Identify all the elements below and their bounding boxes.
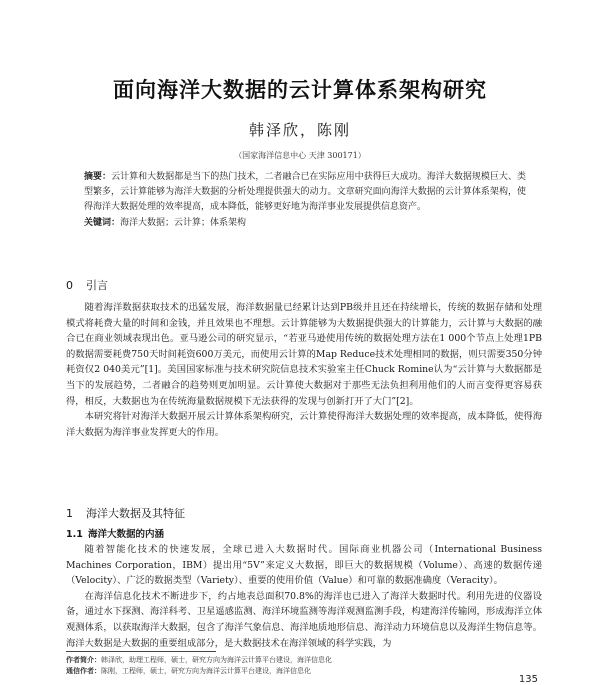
section-heading-1 <box>66 505 185 521</box>
subsection-title: 海洋大数据的内涵 <box>88 529 165 540</box>
subsection-number: 1.1 <box>66 529 83 540</box>
keywords-text: 海洋大数据；云计算；体系架构 <box>120 218 247 228</box>
paper-affiliation: （国家海洋信息中心 天津 300171） <box>234 151 366 160</box>
section-1-1-paragraph-1: 随着智能化技术的快速发展，全球已进入大数据时代。国际商业机器公司（International Business Machines Corporation，IBM）提出用“5V”来定义大数据，即巨大的数据规模（Volume）、高速的数据传递（Velocity）、广泛的数据类型（Variety）、重要的使用价值（Value）和可靠的数据准确度（Veracity）。 <box>66 544 542 587</box>
paper-title: 面向海洋大数据的云计算体系架构研究 <box>113 78 487 102</box>
page-number: 135 <box>518 674 538 685</box>
keywords-label: 关键词： <box>84 218 121 228</box>
subsection-heading-1-1 <box>66 526 164 540</box>
footnote-author <box>66 655 546 665</box>
paper-authors: 韩泽欣，陈刚 <box>248 121 351 139</box>
footnote-author-label: 作者简介： <box>66 656 101 664</box>
abstract-block <box>84 170 526 231</box>
abstract-paragraph <box>84 170 526 215</box>
section-number: 1 <box>66 507 73 520</box>
footnote-contact <box>66 666 546 676</box>
abstract-label: 摘要： <box>84 172 112 182</box>
keywords-line <box>84 216 526 231</box>
intro-paragraph-1: 随着海洋数据获取技术的迅猛发展，海洋数据量已经累计达到PB级并且还在持续增长，传统的数据存储和处理模式将耗费大量的时间和金钱，并且效果也不理想。云计算能够为大数据提供强大的计算能力，云计算与大数据的融合已在商业领域表现出色。亚马逊公司的研究显示，“若亚马逊使用传统的数据处理方法在1 000个节点上处理1PB的数据需要耗费750天时间耗资600万美元，而使用云计算的Map Reduce技术处理相同的数据，则只需要350分钟耗资仅2 040美元”[1]。美国国家标准与技术研究院信息技术实验室主任Chuck Romine认为“云计算与大数据都是当下的发展趋势，二者融合的趋势则更加明显。云计算使大数据对于那些无法负担利用他们的人而言变得更容易获得，相反，大数据也为在传统海量数据规模下无法获得的发现与创新打开了大门”[2]。 <box>66 302 542 407</box>
footnote-contact-text: 陈刚，工程师，硕士，研究方向为海洋云计算平台建设，海洋信息化 <box>101 667 311 675</box>
section-heading-intro <box>66 277 108 293</box>
abstract-text: 云计算和大数据都是当下的热门技术，二者融合已在实际应用中获得巨大成功。海洋大数据规模巨大、类型繁多，云计算能够为海洋大数据的分析处理提供强大的动力。文章研究面向海洋大数据的云计算体系架构，使得海洋大数据处理的效率提高，成本降低，能够更好地为海洋事业发展提供信息资产。 <box>84 172 526 212</box>
footnote-contact-label: 通信作者： <box>66 667 101 675</box>
footnote-author-text: 韩泽欣，助理工程师，硕士，研究方向为海洋云计算平台建设，海洋信息化 <box>101 656 332 664</box>
section-1-1-paragraph-2: 在海洋信息化技术不断进步下，约占地表总面积70.8%的海洋也已进入了海洋大数据时代。利用先进的仪器设备，通过水下探测、海洋科考、卫星遥感监测、海洋环境监测等海洋观测监测手段，构建海洋传输网，形成海洋立体观测体系，以获取海洋大数据，包含了海洋气象信息、海洋地质地形信息、海洋动力环境信息以及海洋生物信息等。海洋大数据是大数据的重要组成部分，是大数据技术在海洋领域的科学实践，为 <box>66 590 542 649</box>
section-1-1-body <box>66 542 542 651</box>
section-title: 引言 <box>86 279 108 292</box>
intro-body <box>66 300 542 440</box>
section-number: 0 <box>66 279 73 292</box>
section-title: 海洋大数据及其特征 <box>86 507 185 520</box>
intro-paragraph-2: 本研究将针对海洋大数据开展云计算体系架构研究，云计算使得海洋大数据处理的效率提高，成本降低，使得海洋大数据为海洋事业发挥更大的作用。 <box>66 411 542 438</box>
footnote-divider <box>66 651 216 652</box>
